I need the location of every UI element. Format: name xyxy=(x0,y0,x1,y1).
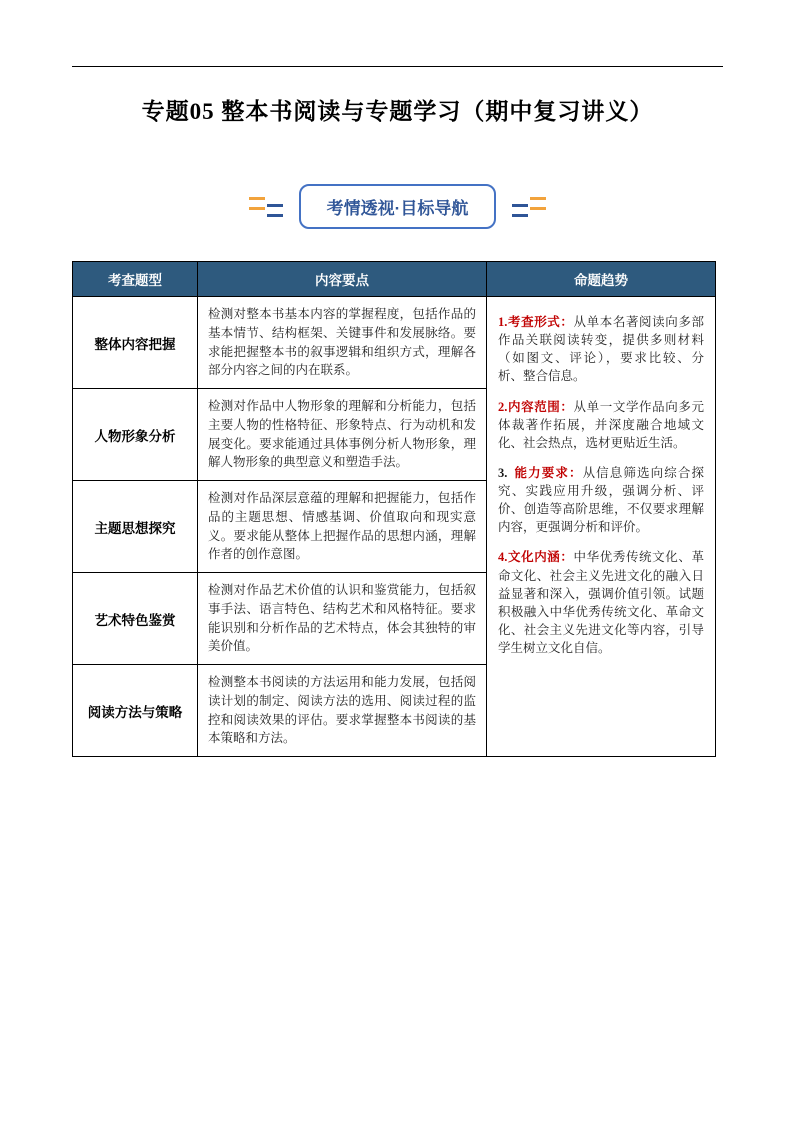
trend-cell xyxy=(487,297,716,757)
col-header-trend: 命题趋势 xyxy=(487,262,716,297)
trend-text: 从单本名著阅读向多部作品关联阅读转变，提供多则材料（如图文、评论），要求比较、分析、整合信息。 xyxy=(498,315,704,384)
row-content-theme-exploration: 检测对作品深层意蕴的理解和把握能力，包括作品的主题思想、情感基调、价值取向和现实意义。要求能从整体上把握作品的思想内涵，理解作者的创作意图。 xyxy=(198,481,487,573)
trend-number: 4. xyxy=(498,550,508,565)
banner-right-decoration-icon xyxy=(512,197,546,217)
trend-text: 从单一文学作品向多元体裁著作拓展，并深度融合地域文化、社会热点，选材更贴近生活。 xyxy=(498,399,704,450)
trend-item-2 xyxy=(498,398,704,452)
row-type-reading-strategy: 阅读方法与策略 xyxy=(73,665,198,757)
trend-number: 1. xyxy=(498,315,508,329)
row-type-artistic-appreciation: 艺术特色鉴赏 xyxy=(73,573,198,665)
row-content-character-analysis: 检测对作品中人物形象的理解和分析能力，包括主要人物的性格特征、形象特点、行为动机和发展变化。要求能通过具体事例分析人物形象，理解人物形象的典型意义和塑造手法。 xyxy=(198,389,487,481)
row-content-artistic-appreciation: 检测对作品艺术价值的认识和鉴赏能力，包括叙事手法、语言特色、结构艺术和风格特征。要求能识别和分析作品的艺术特点，体会其独特的审美价值。 xyxy=(198,573,487,665)
table-header-row xyxy=(73,262,716,297)
row-content-reading-strategy: 检测整本书阅读的方法运用和能力发展，包括阅读计划的制定、阅读方法的选用、阅读过程的监控和阅读效果的评估。要求掌握整本书阅读的基本策略和方法。 xyxy=(198,665,487,757)
trend-item-1 xyxy=(498,313,704,386)
row-content-overall-content: 检测对整本书基本内容的掌握程度，包括作品的基本情节、结构框架、关键事件和发展脉络。要求能把握整本书的叙事逻辑和组织方式，理解各部分内容之间的内在联系。 xyxy=(198,297,487,389)
page-title: 专题05 整本书阅读与专题学习（期中复习讲义） xyxy=(141,99,654,124)
trend-number: 2. xyxy=(498,399,508,414)
section-banner xyxy=(72,184,723,229)
banner-left-decoration-icon xyxy=(249,197,283,217)
trend-label: 考查形式： xyxy=(507,315,574,329)
exam-overview-table xyxy=(72,261,716,757)
col-header-content-points: 内容要点 xyxy=(198,262,487,297)
col-header-question-type: 考查题型 xyxy=(73,262,198,297)
table-row xyxy=(73,297,716,389)
row-type-theme-exploration: 主题思想探究 xyxy=(73,481,198,573)
trend-text: 中华优秀传统文化、革命文化、社会主义先进文化的融入日益显著和深入，强调价值引领。试题积极融入中华优秀传统文化、革命文化、社会主义先进文化等内容，引导学生树立文化自信。 xyxy=(498,550,704,655)
row-type-character-analysis: 人物形象分析 xyxy=(73,389,198,481)
top-divider xyxy=(72,66,723,67)
trend-number: 3. xyxy=(498,465,508,480)
trend-item-4 xyxy=(498,548,704,657)
trend-label: 文化内涵： xyxy=(507,550,574,565)
section-title-badge: 考情透视·目标导航 xyxy=(299,184,497,229)
trend-item-3 xyxy=(498,464,704,537)
trend-label: 内容范围： xyxy=(507,399,574,414)
trend-label: 能力要求： xyxy=(513,465,583,480)
row-type-overall-content: 整体内容把握 xyxy=(73,297,198,389)
trend-text: 从信息筛选向综合探究、实践应用升级，强调分析、评价、创造等高阶思维，不仅要求理解内容，更强调分析和评价。 xyxy=(498,465,704,535)
